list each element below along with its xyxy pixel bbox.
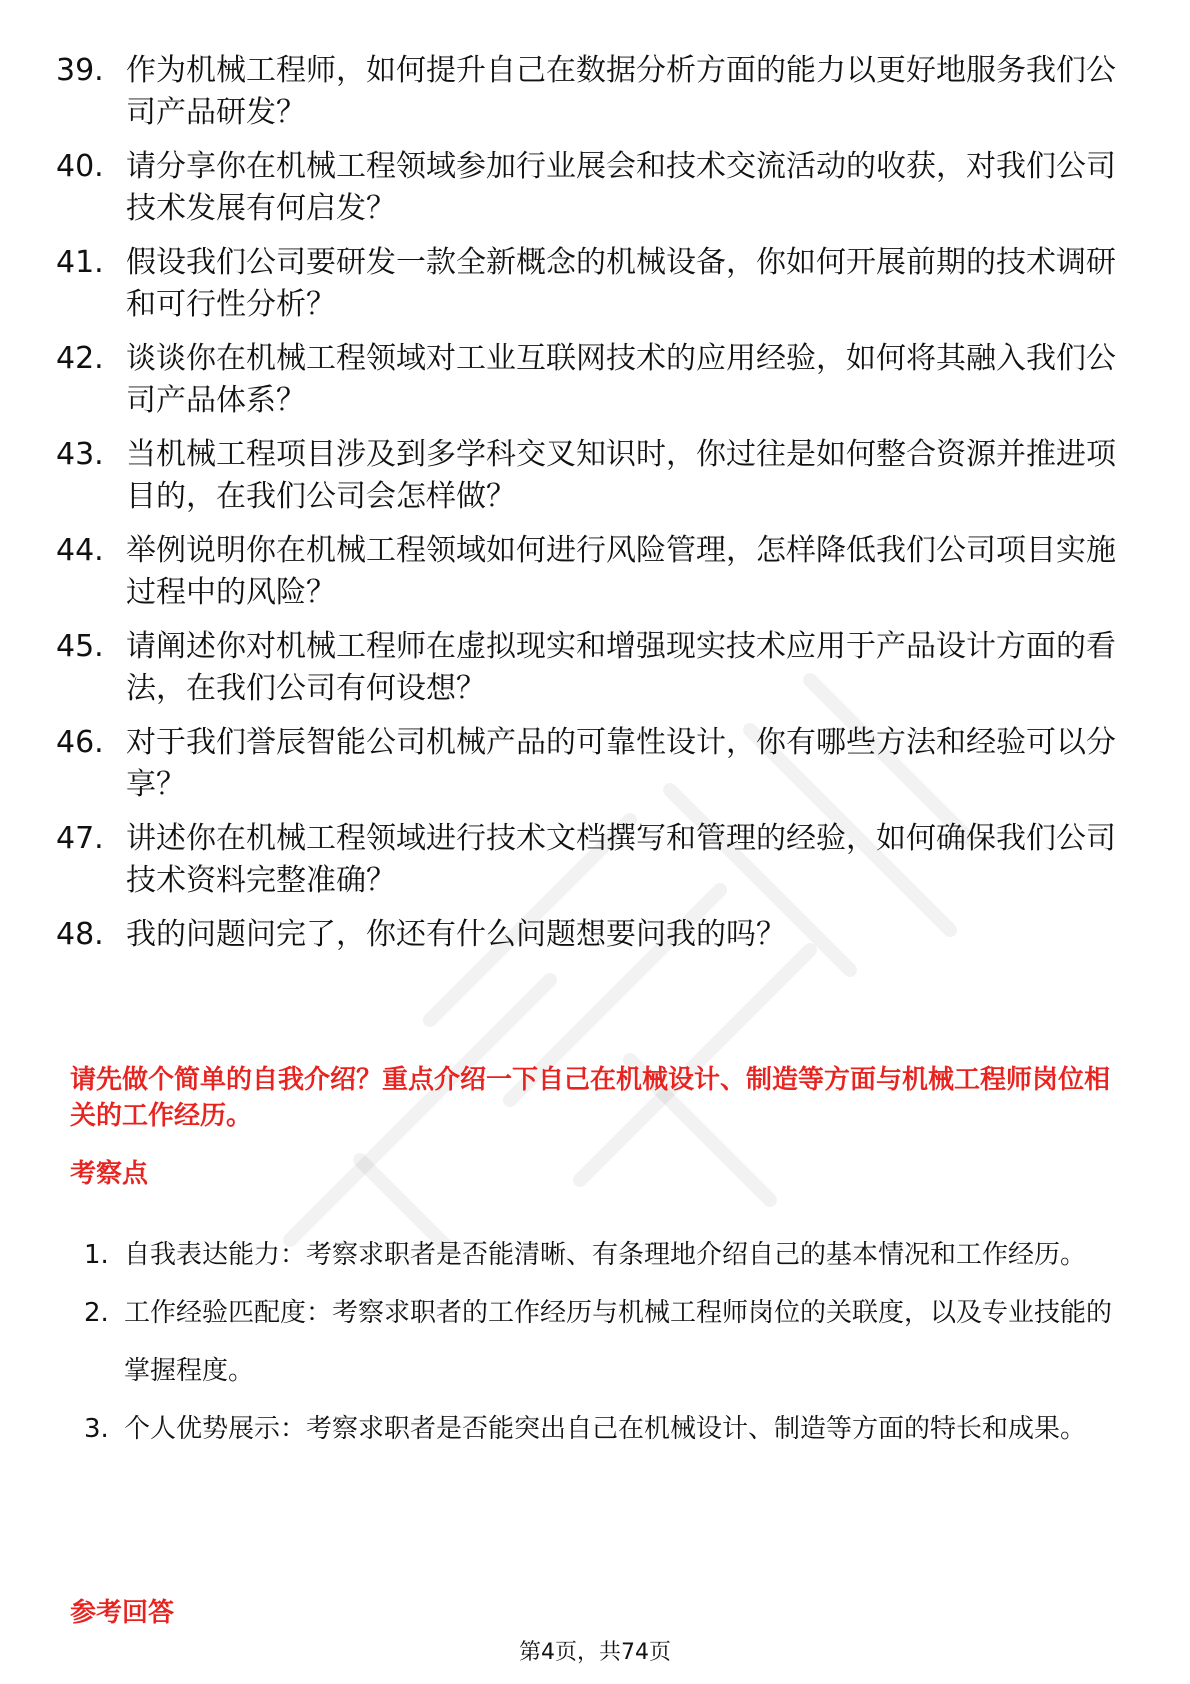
question-item — [56, 338, 1116, 422]
question-item — [56, 626, 1116, 710]
question-text: 当机械工程项目涉及到多学科交叉知识时，你过往是如何整合资源并推进项目的，在我们公司会怎样做？ — [126, 437, 1116, 514]
question-number: 48. — [56, 917, 104, 952]
point-text: 工作经验匹配度：考察求职者的工作经历与机械工程师岗位的关联度，以及专业技能的掌握程度。 — [124, 1298, 1113, 1386]
question-number: 42. — [56, 341, 104, 376]
question-number: 39. — [56, 53, 104, 88]
examination-point — [84, 1226, 1124, 1284]
question-text: 作为机械工程师，如何提升自己在数据分析方面的能力以更好地服务我们公司产品研发？ — [126, 53, 1116, 130]
reference-answer-label: 参考回答 — [70, 1598, 175, 1628]
question-text: 请分享你在机械工程领域参加行业展会和技术交流活动的收获，对我们公司技术发展有何启发？ — [126, 149, 1116, 226]
question-text: 举例说明你在机械工程领域如何进行风险管理，怎样降低我们公司项目实施过程中的风险？ — [126, 533, 1116, 610]
question-number: 43. — [56, 437, 104, 472]
question-number: 47. — [56, 821, 104, 856]
examination-points-label: 考察点 — [70, 1159, 149, 1189]
question-number: 45. — [56, 629, 104, 664]
question-item — [56, 146, 1116, 230]
question-text: 我的问题问完了，你还有什么问题想要问我的吗？ — [126, 917, 786, 952]
question-item — [56, 50, 1116, 134]
examination-point — [84, 1284, 1124, 1400]
question-text: 讲述你在机械工程领域进行技术文档撰写和管理的经验，如何确保我们公司技术资料完整准确？ — [126, 821, 1116, 898]
question-list — [56, 50, 1116, 968]
point-number: 3. — [84, 1414, 109, 1444]
point-text: 个人优势展示：考察求职者是否能突出自己在机械设计、制造等方面的特长和成果。 — [124, 1414, 1087, 1444]
page-number-footer: 第4页，共74页 — [519, 1640, 671, 1665]
question-item — [56, 242, 1116, 326]
point-number: 2. — [84, 1298, 109, 1328]
examination-points-list — [84, 1226, 1124, 1458]
question-number: 40. — [56, 149, 104, 184]
question-text: 假设我们公司要研发一款全新概念的机械设备，你如何开展前期的技术调研和可行性分析？ — [126, 245, 1116, 322]
question-text: 对于我们誉辰智能公司机械产品的可靠性设计，你有哪些方法和经验可以分享？ — [126, 725, 1116, 802]
point-text: 自我表达能力：考察求职者是否能清晰、有条理地介绍自己的基本情况和工作经历。 — [124, 1240, 1087, 1270]
examination-point — [84, 1400, 1124, 1458]
question-item — [56, 722, 1116, 806]
question-number: 44. — [56, 533, 104, 568]
point-number: 1. — [84, 1240, 109, 1270]
question-item — [56, 434, 1116, 518]
section-question-heading: 请先做个简单的自我介绍？重点介绍一下自己在机械设计、制造等方面与机械工程师岗位相关的工作经历。 — [70, 1065, 1111, 1131]
question-item — [56, 530, 1116, 614]
question-number: 46. — [56, 725, 104, 760]
question-item — [56, 818, 1116, 902]
question-text: 谈谈你在机械工程领域对工业互联网技术的应用经验，如何将其融入我们公司产品体系？ — [126, 341, 1116, 418]
question-item — [56, 914, 1116, 956]
question-number: 41. — [56, 245, 104, 280]
question-text: 请阐述你对机械工程师在虚拟现实和增强现实技术应用于产品设计方面的看法，在我们公司有何设想？ — [126, 629, 1116, 706]
